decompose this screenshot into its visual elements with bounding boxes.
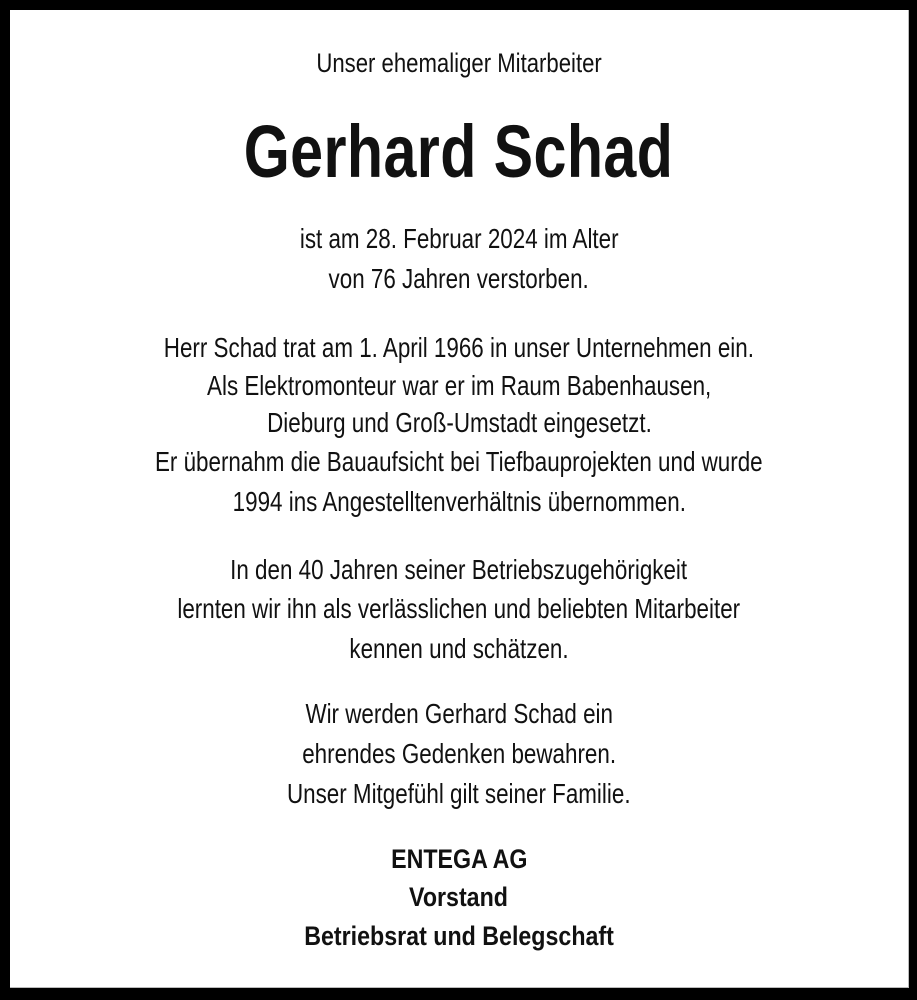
signature-text-2: Vorstand [409, 882, 509, 912]
death-line-1 [10, 223, 908, 255]
tribute-text-1: In den 40 Jahren seiner Betriebszugehörigkeit [230, 554, 688, 585]
tribute-text-3: kennen und schätzen. [349, 633, 569, 664]
career-line-4 [10, 446, 908, 478]
career-text-5: 1994 ins Angestelltenverhältnis übernommen. [232, 486, 686, 517]
career-text-2: Als Elektromonteur war er im Raum Babenhausen, [206, 370, 712, 401]
closing-text-3: Unser Mitgefühl gilt seiner Familie. [287, 778, 631, 809]
tribute-line-2 [10, 593, 908, 625]
career-line-5 [10, 486, 908, 518]
career-line-1 [10, 332, 908, 364]
closing-text-1: Wir werden Gerhard Schad ein [305, 698, 613, 729]
signature-company [10, 844, 908, 875]
death-text-1: ist am 28. Februar 2024 im Alter [299, 223, 619, 254]
career-line-2 [10, 370, 908, 402]
closing-line-1 [10, 698, 908, 730]
tribute-line-3 [10, 633, 908, 665]
intro-text: Unser ehemaliger Mitarbeiter [316, 48, 602, 78]
career-line-3 [10, 407, 908, 439]
death-text-2: von 76 Jahren verstorben. [328, 263, 590, 294]
deceased-name [10, 109, 908, 194]
closing-line-3 [10, 778, 908, 810]
tribute-line-1 [10, 554, 908, 586]
career-text-1: Herr Schad trat am 1. April 1966 in unser Unternehmen ein. [163, 332, 755, 363]
closing-line-2 [10, 738, 908, 770]
death-line-2 [10, 263, 908, 295]
obituary-notice [10, 10, 909, 988]
intro-line [10, 48, 908, 79]
name-text: Gerhard Schad [244, 110, 674, 193]
signature-staff [10, 921, 908, 952]
closing-text-2: ehrendes Gedenken bewahren. [302, 738, 616, 769]
career-text-4: Er übernahm die Bauaufsicht bei Tiefbauprojekten und wurde [155, 446, 763, 477]
signature-text-1: ENTEGA AG [390, 844, 528, 874]
career-text-3: Dieburg und Groß-Umstadt eingesetzt. [266, 407, 652, 438]
tribute-text-2: lernten wir ihn als verlässlichen und beliebten Mitarbeiter [177, 593, 741, 624]
signature-board [10, 882, 908, 913]
signature-text-3: Betriebsrat und Belegschaft [304, 921, 614, 951]
